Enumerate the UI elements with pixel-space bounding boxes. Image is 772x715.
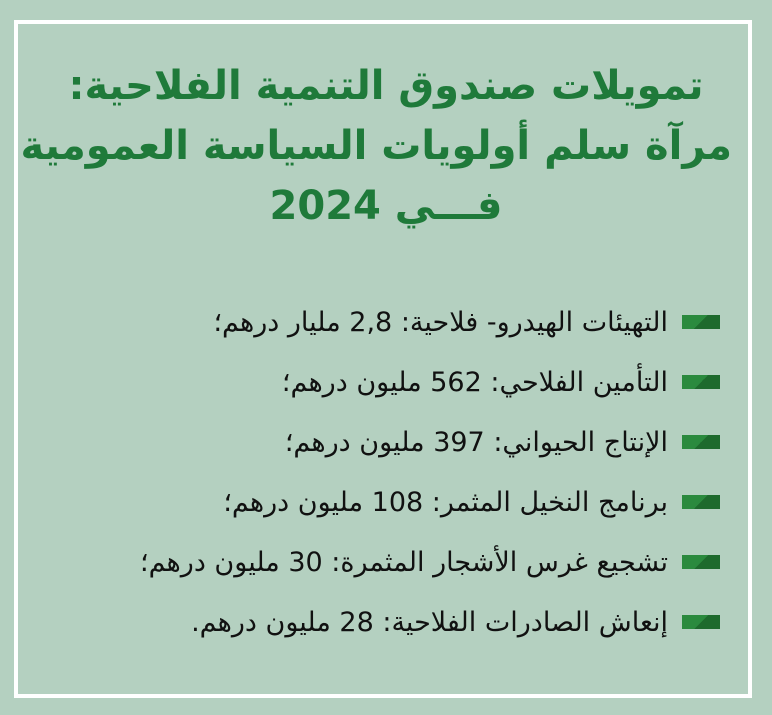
funding-list xyxy=(60,292,720,652)
green-flag-bullet-icon xyxy=(682,315,720,329)
list-item-text: برنامج النخيل المثمر: 108 مليون درهم؛ xyxy=(223,486,668,518)
list-item xyxy=(60,592,720,652)
list-item xyxy=(60,412,720,472)
title-line-2: مرآة سلم أولويات السياسة العمومية xyxy=(20,123,732,169)
list-item-text: إنعاش الصادرات الفلاحية: 28 مليون درهم. xyxy=(191,606,668,638)
green-flag-bullet-icon xyxy=(682,495,720,509)
list-item xyxy=(60,472,720,532)
list-item-text: الإنتاج الحيواني: 397 مليون درهم؛ xyxy=(284,426,668,458)
list-item xyxy=(60,292,720,352)
green-flag-bullet-icon xyxy=(682,555,720,569)
list-item-text: تشجيع غرس الأشجار المثمرة: 30 مليون درهم؛ xyxy=(139,546,668,578)
title-line-1: تمويلات صندوق التنمية الفلاحية: xyxy=(68,63,704,109)
green-flag-bullet-icon xyxy=(682,615,720,629)
green-flag-bullet-icon xyxy=(682,375,720,389)
list-item-text: التهيئات الهيدرو- فلاحية: 2,8 مليار درهم؛ xyxy=(213,306,668,338)
list-item-text: التأمين الفلاحي: 562 مليون درهم؛ xyxy=(281,366,668,398)
page-title xyxy=(20,56,732,236)
list-item xyxy=(60,532,720,592)
title-line-3: فـــي 2024 xyxy=(269,183,503,229)
list-item xyxy=(60,352,720,412)
green-flag-bullet-icon xyxy=(682,435,720,449)
